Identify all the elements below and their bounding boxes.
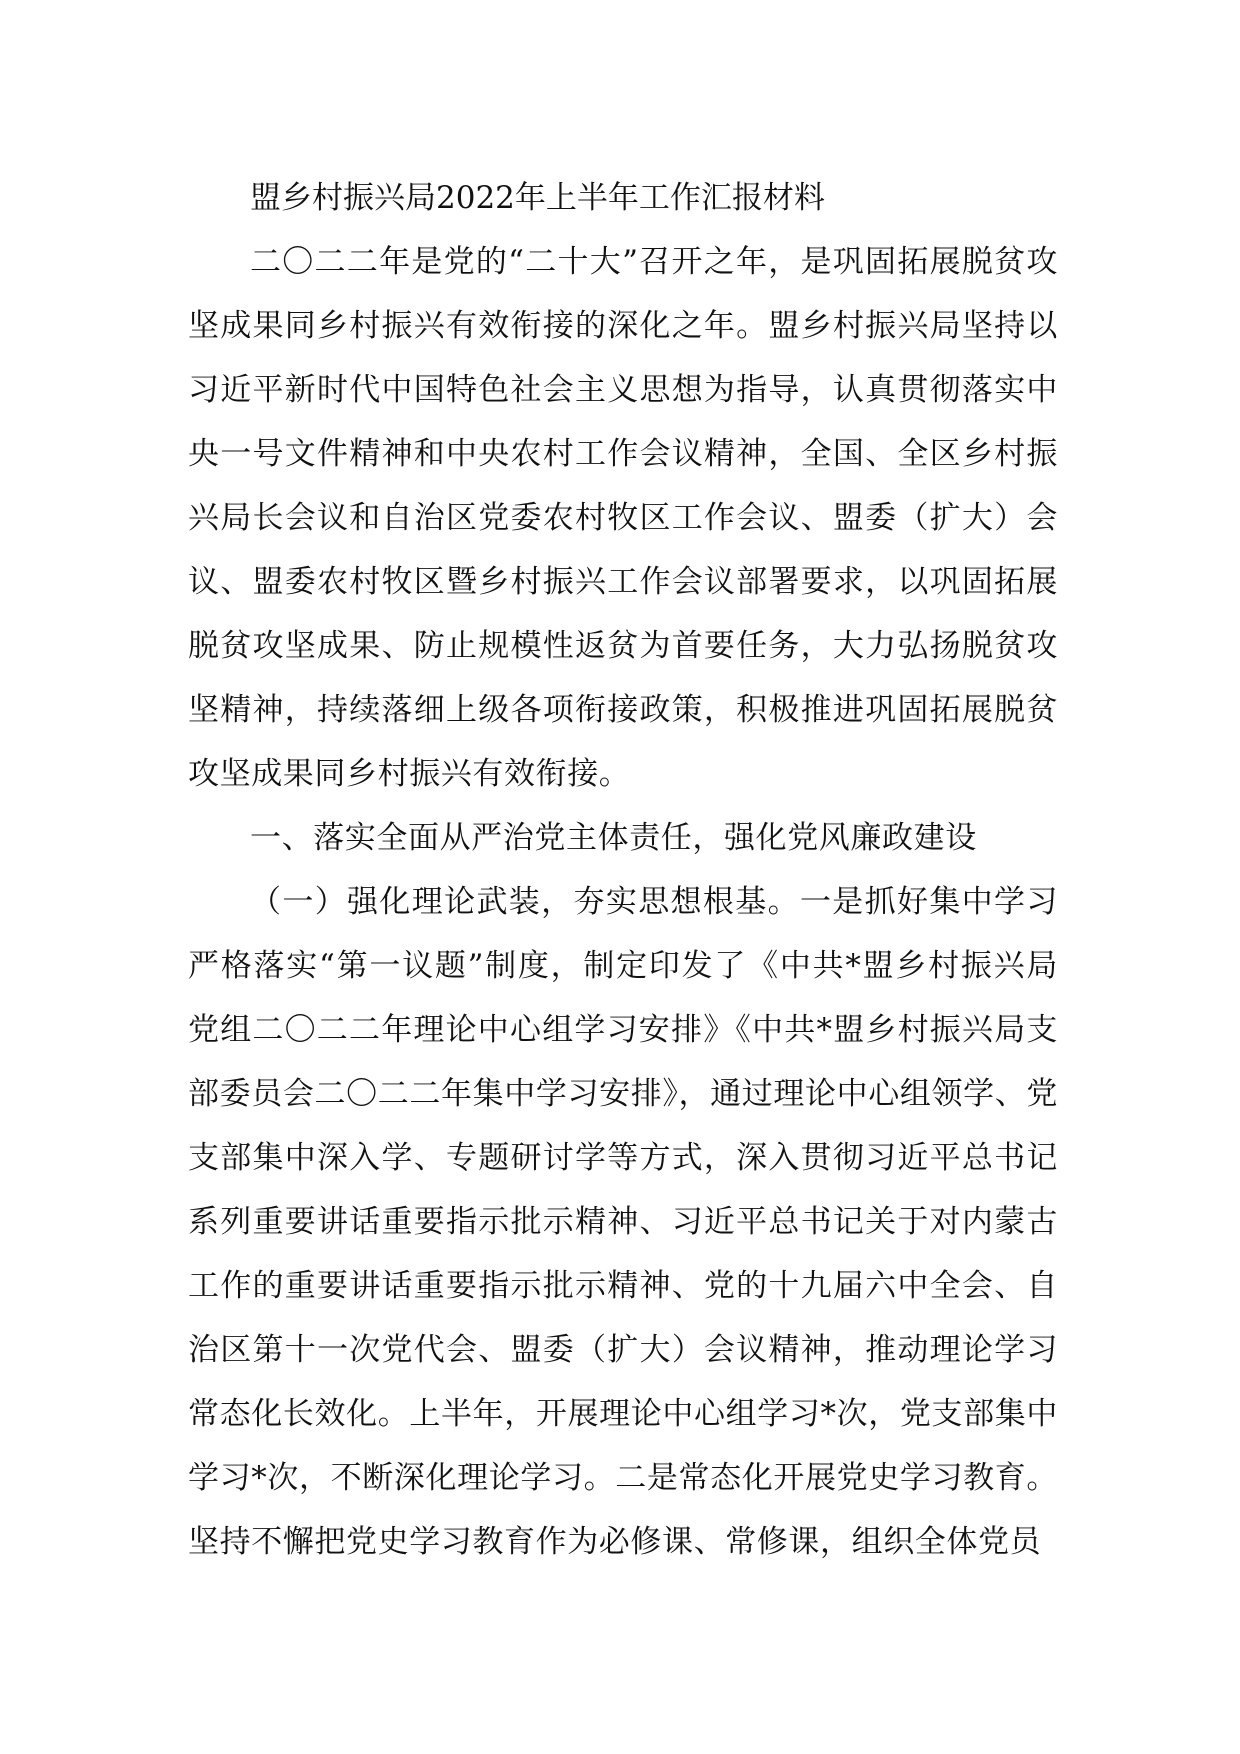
section-paragraph: （一）强化理论武装，夯实思想根基。一是抓好集中学习严格落实“第一议题”制度，制定印发了《中共*盟乡村振兴局党组二〇二二年理论中心组学习安排》《中共*盟乡村振兴局支部委员会二〇二二年集中学习安排》，通过理论中心组领学、党支部集中深入学、专题研讨学等方式，深入贯彻习近平总书记系列重要讲话重要指示批示精神、习近平总书记关于对内蒙古工作的重要讲话重要指示批示精神、党的十九届六中全会、自治区第十一次党代会、盟委（扩大）会议精神，推动理论学习常态化长效化。上半年，开展理论中心组学习*次，党支部集中学习*次，不断深化理论学习。二是常态化开展党史学习教育。坚持不懈把党史学习教育作为必修课、常修课，组织全体党员 [188,884,1058,1560]
document-body [188,166,1058,1574]
section-heading: 一、落实全面从严治党主体责任，强化党风廉政建设 [250,820,977,856]
document-title: 盟乡村振兴局2022年上半年工作汇报材料 [250,180,825,216]
intro-paragraph: 二〇二二年是党的“二十大”召开之年，是巩固拓展脱贫攻坚成果同乡村振兴有效衔接的深化之年。盟乡村振兴局坚持以习近平新时代中国特色社会主义思想为指导，认真贯彻落实中央一号文件精神和中央农村工作会议精神，全国、全区乡村振兴局长会议和自治区党委农村牧区工作会议、盟委（扩大）会议、盟委农村牧区暨乡村振兴工作会议部署要求，以巩固拓展脱贫攻坚成果、防止规模性返贫为首要任务，大力弘扬脱贫攻坚精神，持续落细上级各项衔接政策，积极推进巩固拓展脱贫攻坚成果同乡村振兴有效衔接。 [188,244,1058,792]
